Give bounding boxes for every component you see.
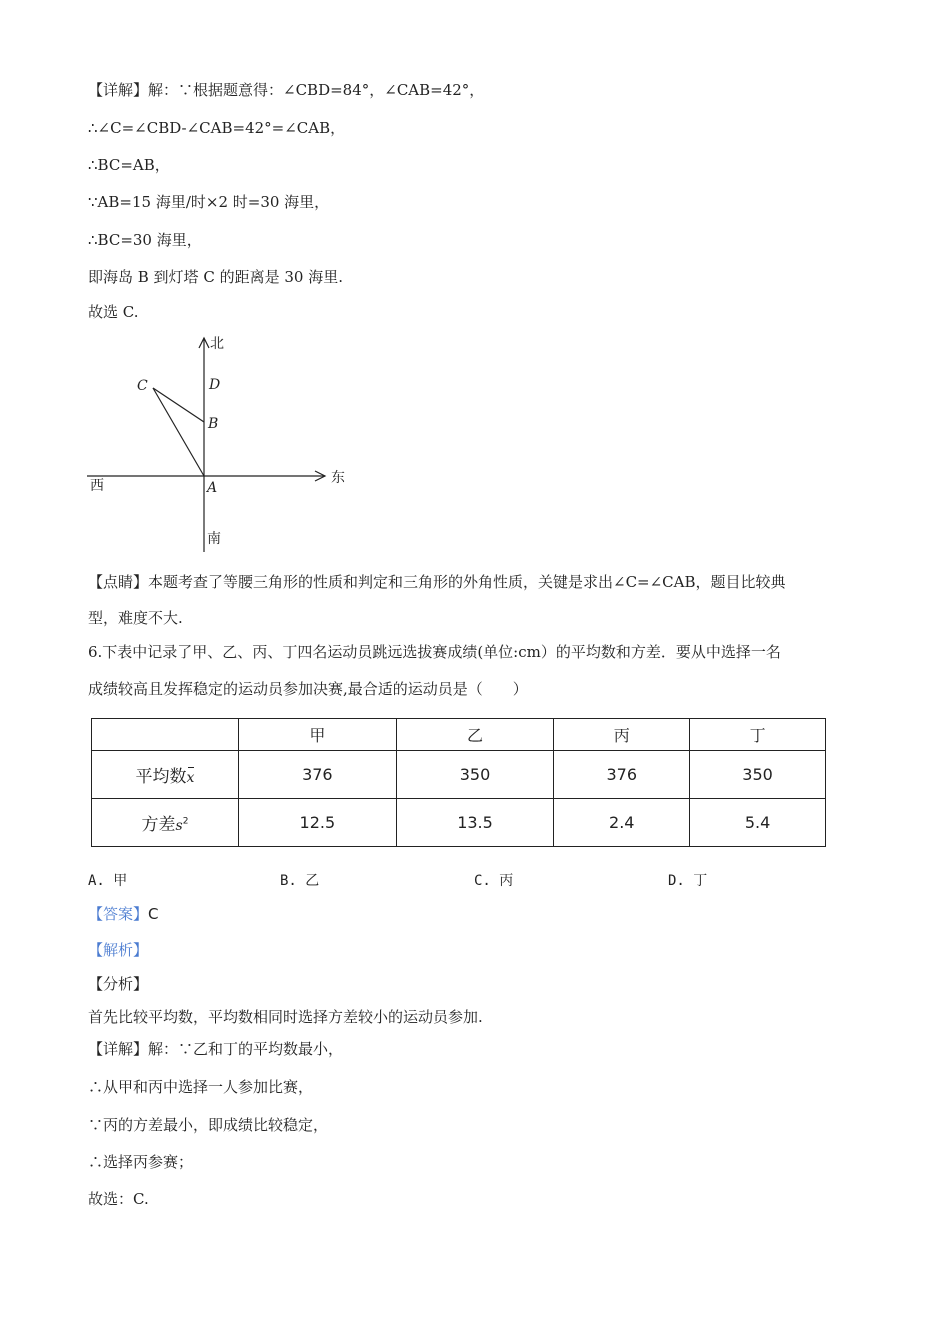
west-label: 西 bbox=[90, 478, 104, 494]
mean-value-bing: 376 bbox=[554, 751, 690, 799]
answer-label: 【答案】 bbox=[88, 905, 149, 923]
header-ding: 丁 bbox=[690, 719, 826, 751]
mean-label: 平均数 bbox=[135, 767, 187, 787]
table-corner-cell bbox=[92, 719, 239, 751]
point-d-label: D bbox=[209, 377, 221, 393]
mean-row-label bbox=[92, 751, 239, 799]
option-b: B. 乙 bbox=[280, 873, 320, 889]
segment-ca bbox=[153, 388, 204, 476]
option-a: A. 甲 bbox=[88, 873, 128, 889]
option-c: C. 丙 bbox=[474, 873, 514, 889]
header-bing: 丙 bbox=[554, 719, 690, 751]
header-jia: 甲 bbox=[239, 719, 397, 751]
point-a-label: A bbox=[207, 480, 218, 496]
north-label: 北 bbox=[210, 336, 224, 352]
variance-label: 方差 bbox=[141, 815, 176, 835]
variance-value-yi: 13.5 bbox=[396, 799, 554, 847]
answer-line bbox=[88, 904, 159, 924]
solution-step-3: ∵AB=15 海里/时×2 时=30 海里， bbox=[88, 193, 330, 211]
variance-exponent: 2 bbox=[182, 816, 189, 827]
solution2-choice: 故选：C. bbox=[88, 1190, 149, 1208]
option-d: D. 丁 bbox=[668, 873, 708, 889]
segment-cb bbox=[153, 388, 204, 422]
variance-row-label bbox=[92, 799, 239, 847]
mean-value-yi: 350 bbox=[396, 751, 554, 799]
table-header-row bbox=[92, 719, 826, 751]
comment-line-2: 型，难度不大. bbox=[88, 609, 183, 627]
answer-value: C bbox=[148, 905, 159, 923]
variance-value-ding: 5.4 bbox=[690, 799, 826, 847]
fenxi-text: 首先比较平均数，平均数相同时选择方差较小的运动员参加. bbox=[88, 1008, 483, 1026]
point-c-label: C bbox=[137, 378, 148, 394]
solution2-detail-line: 【详解】解：∵乙和丁的平均数最小， bbox=[88, 1040, 344, 1058]
fenxi-label: 【分析】 bbox=[88, 975, 149, 993]
comment-line-1: 【点睛】本题考查了等腰三角形的性质和判定和三角形的外角性质，关键是求出∠C=∠CAB，题目比较典 bbox=[88, 573, 786, 591]
solution-step-1: ∴∠C=∠CBD-∠CAB=42°=∠CAB， bbox=[88, 119, 346, 137]
south-label: 南 bbox=[207, 531, 221, 547]
mean-value-ding: 350 bbox=[690, 751, 826, 799]
solution-step-4: ∴BC=30 海里， bbox=[88, 231, 202, 249]
solution-conclusion: 即海岛 B 到灯塔 C 的距离是 30 海里. bbox=[88, 268, 343, 286]
variance-symbol: s bbox=[175, 818, 183, 834]
east-label: 东 bbox=[331, 470, 345, 486]
scores-table bbox=[91, 718, 826, 847]
solution-choice: 故选 C. bbox=[88, 303, 139, 321]
question-6-line-2: 成绩较高且发挥稳定的运动员参加决赛,最合适的运动员是（ ） bbox=[88, 680, 528, 698]
header-yi: 乙 bbox=[396, 719, 554, 751]
solution2-step-2: ∵丙的方差最小，即成绩比较稳定， bbox=[88, 1116, 329, 1134]
question-6-line-1: 6.下表中记录了甲、乙、丙、丁四名运动员跳远选拔赛成绩(单位:cm）的平均数和方差．要从中选择一名 bbox=[88, 643, 781, 661]
solution-step-2: ∴BC=AB， bbox=[88, 156, 170, 174]
table-row-mean bbox=[92, 751, 826, 799]
point-b-label: B bbox=[208, 416, 219, 432]
variance-value-jia: 12.5 bbox=[239, 799, 397, 847]
mean-symbol: x bbox=[186, 770, 195, 786]
solution2-step-1: ∴从甲和丙中选择一人参加比赛， bbox=[88, 1078, 314, 1096]
solution-detail-line: 【详解】解：∵根据题意得：∠CBD=84°，∠CAB=42°， bbox=[88, 81, 485, 99]
mean-value-jia: 376 bbox=[239, 751, 397, 799]
geometry-figure bbox=[85, 330, 355, 558]
variance-value-bing: 2.4 bbox=[554, 799, 690, 847]
analysis-label: 【解析】 bbox=[88, 941, 149, 959]
solution2-step-3: ∴选择丙参赛； bbox=[88, 1153, 194, 1171]
table-row-variance bbox=[92, 799, 826, 847]
